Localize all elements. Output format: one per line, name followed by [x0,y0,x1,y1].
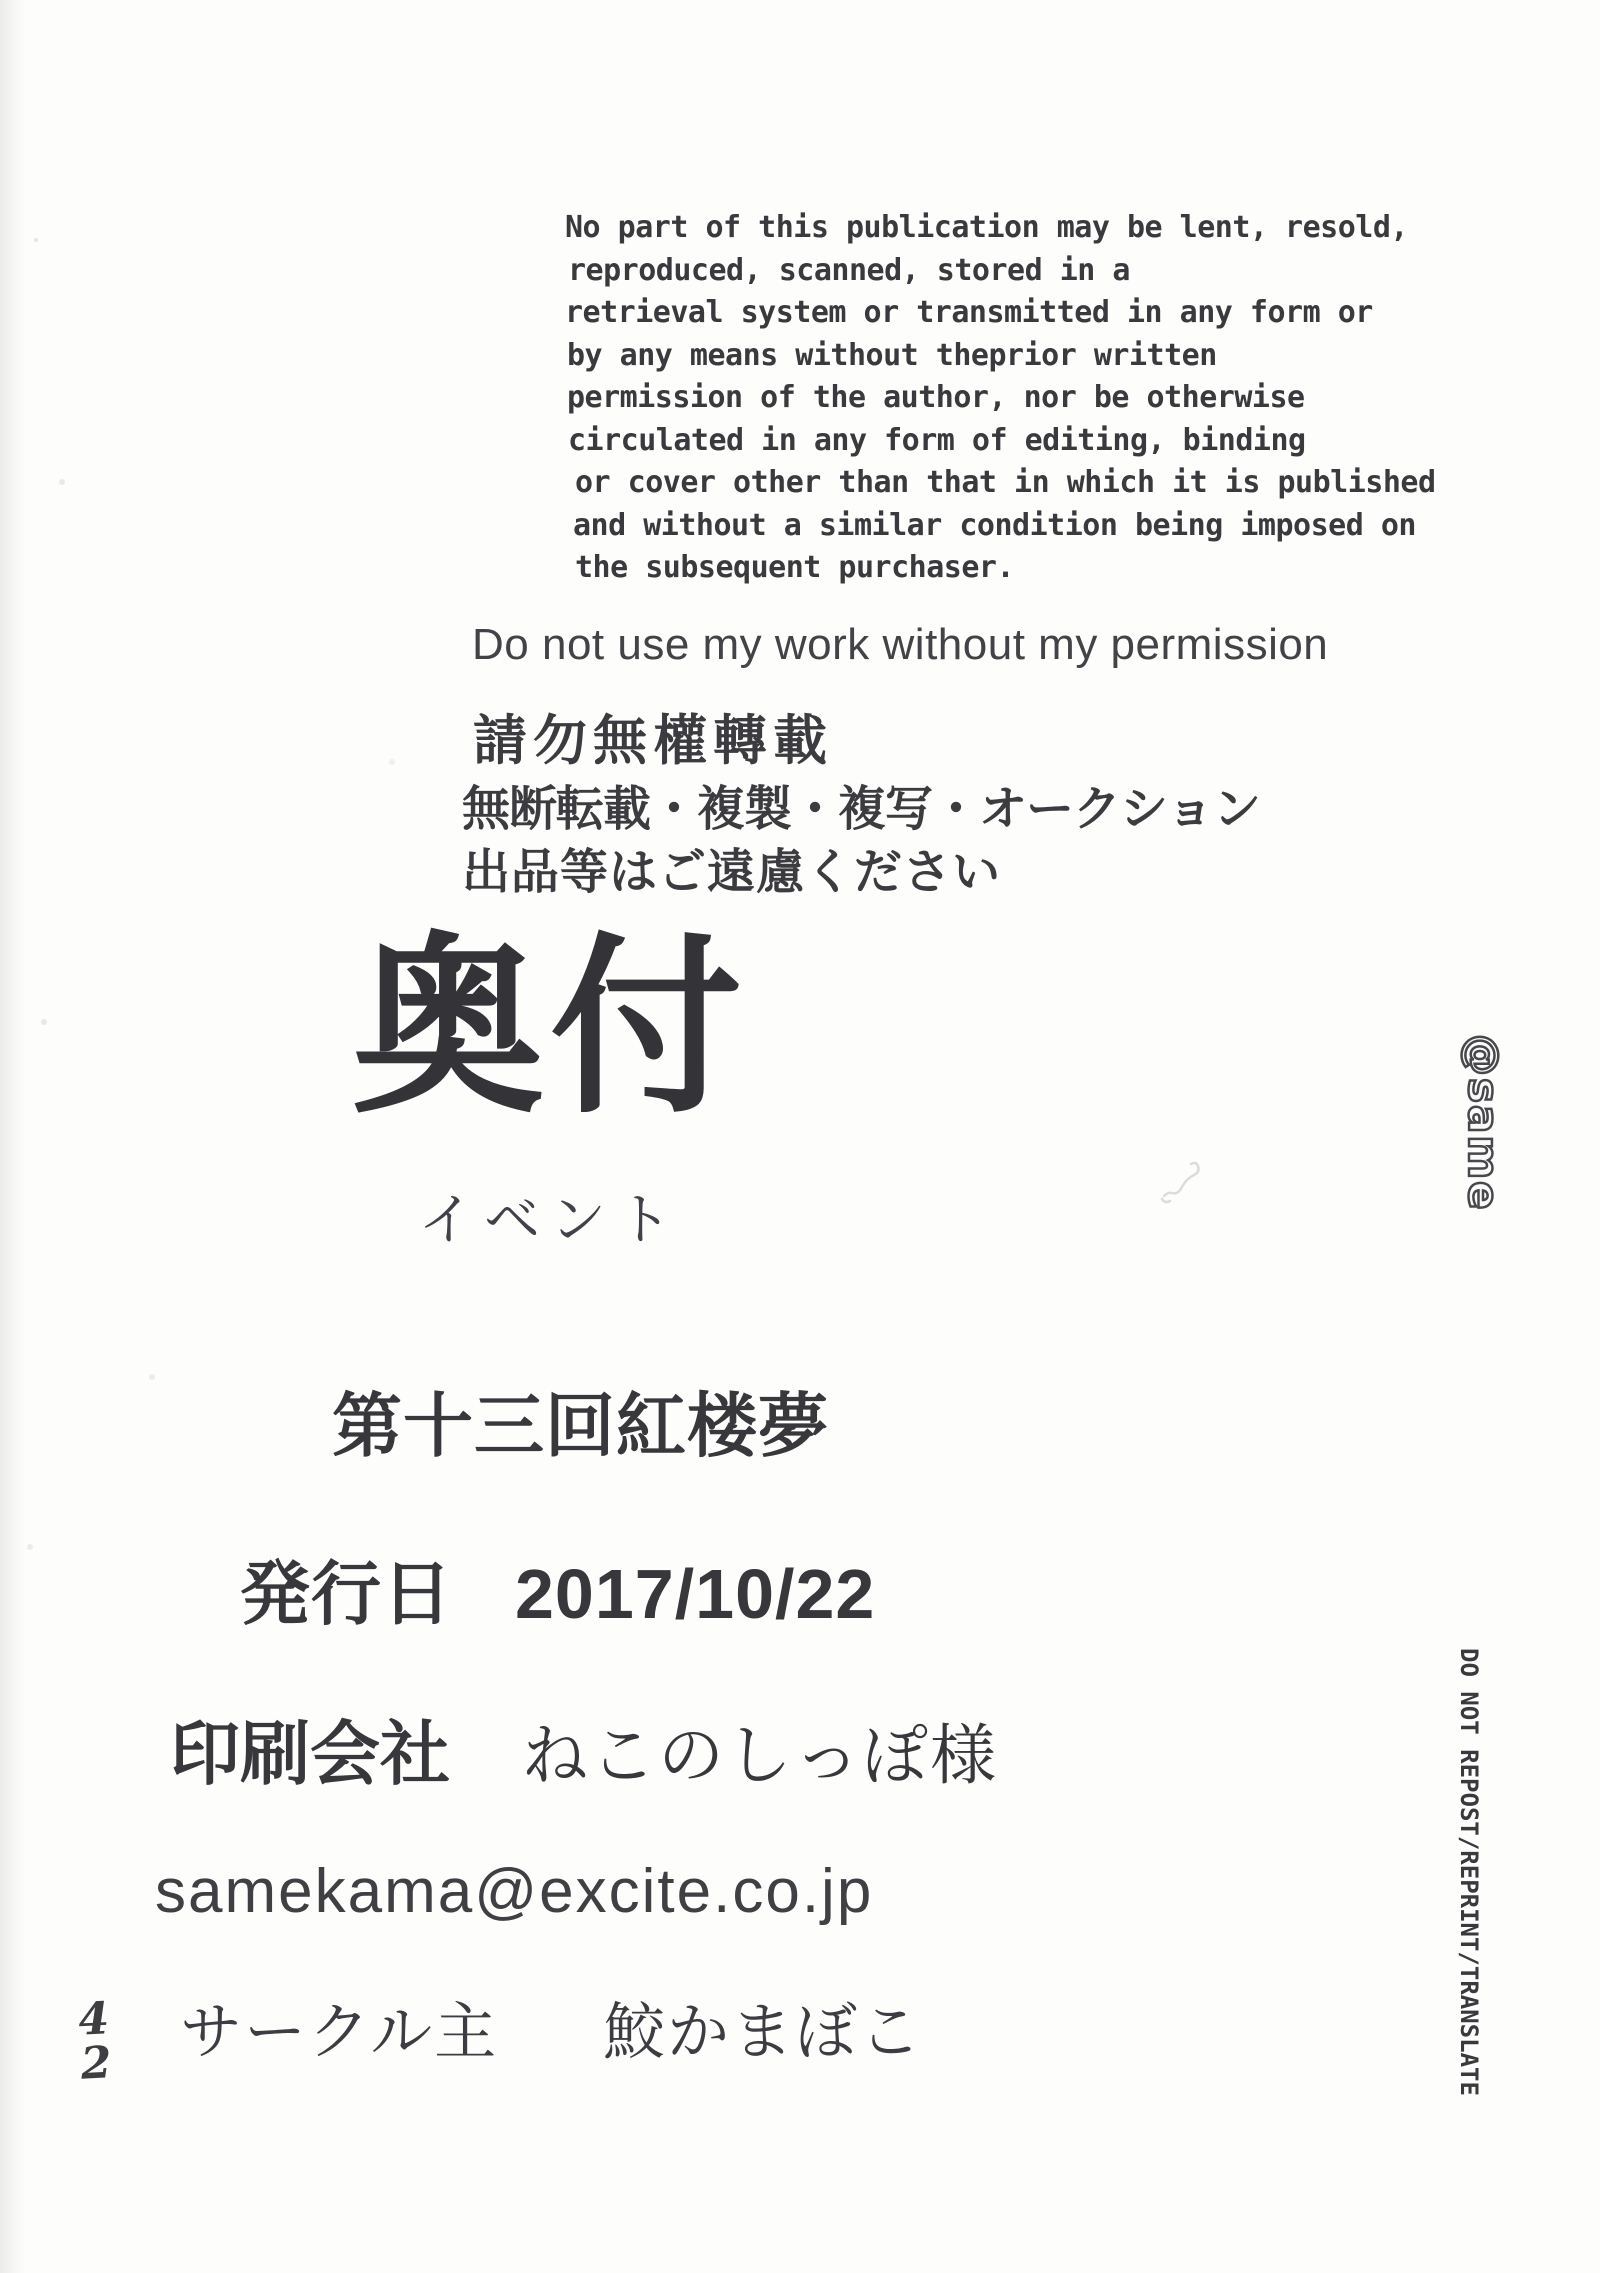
circle-owner-name: 鮫かまぼこ [603,1999,924,2067]
page-number [70,1993,121,2090]
scan-specks [34,238,38,242]
copyright-line: the subsequent purchaser. [575,550,1015,585]
permission-statement-english: Do not use my work without my permission [472,620,1329,669]
copyright-line: or cover other than that in which it is published [575,465,1436,500]
no-reprint-notice-japanese-line1: 無断転載・複製・複写・オークション [462,783,1261,836]
contact-email: samekama@excite.co.jp [155,1857,874,1926]
page-number-digit: 2 [79,2037,113,2090]
publish-date-row [240,1538,875,1639]
copyright-line: No part of this publication may be lent, resold, [565,210,1408,245]
circle-owner-row [180,1982,923,2071]
scan-edge-shading [0,0,26,2273]
circle-owner-label: サークル主 [180,1999,499,2067]
publish-date-value: 2017/10/22 [515,1555,876,1633]
page-number-digit: 4 [77,1993,111,2046]
printer-label: 印刷会社 [170,1715,450,1793]
copyright-notice [565,207,1436,590]
event-label: イベント [418,1190,682,1252]
artist-credit-vertical: @same [1459,1034,1508,1212]
repost-warning-vertical: DO NOT REPOST/REPRINT/TRANSLATE [1455,1648,1483,2096]
copyright-line: circulated in any form of editing, binding [568,422,1306,458]
pencil-squiggle-artifact [1158,1152,1206,1208]
event-name: 第十三回紅楼夢 [332,1387,829,1465]
permission-statement-chinese: 請勿無權轉載 [473,711,833,771]
copyright-line: and without a similar condition being imposed on [573,507,1416,543]
copyright-line: retrieval system or transmitted in any form or [565,295,1373,330]
publish-date-label: 発行日 [240,1555,453,1633]
no-reprint-notice-japanese-line2: 出品等はご遠慮ください [462,846,1002,899]
colophon-heading: 奥付 [352,920,748,1135]
copyright-line: reproduced, scanned, stored in a [568,252,1130,288]
copyright-line: permission of the author, nor be otherwise [567,380,1305,415]
copyright-line: by any means without theprior written [567,337,1217,373]
printer-name: ねこのしっぽ様 [522,1720,998,1793]
printer-row [170,1698,998,1799]
